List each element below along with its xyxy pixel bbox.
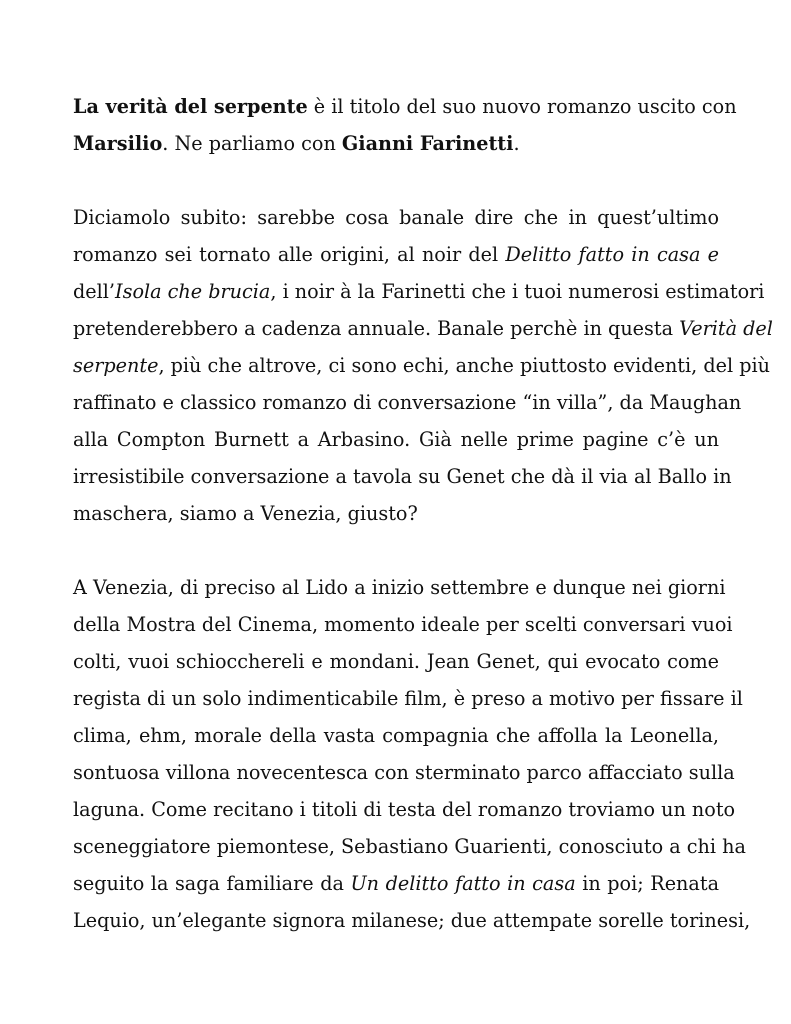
text-line [73, 125, 719, 162]
text-run: in poi; Renata [575, 872, 720, 895]
text-line [73, 643, 719, 680]
text-line [73, 384, 742, 421]
text-run: romanzo sei tornato alle origini, al noir del [73, 243, 506, 266]
text-line [73, 310, 773, 347]
text-run: sontuosa villona novecentesca con sterminato parco affacciato sulla [73, 761, 735, 784]
text-line [73, 495, 719, 532]
text-run: dell’ [73, 280, 116, 303]
italic-text: Delitto fatto in casa e [505, 243, 719, 266]
text-run: della Mostra del Cinema, momento ideale per scelti conversari vuoi [73, 613, 733, 636]
text-line [73, 717, 719, 754]
text-run: irresistibile conversazione a tavola su Genet che dà il via al Ballo in [73, 465, 732, 488]
bold-text: Gianni Farinetti [341, 132, 514, 155]
intro-paragraph [73, 88, 737, 162]
text-run: , i noir à la Farinetti che i tuoi numerosi estimatori [270, 280, 765, 303]
text-line [73, 791, 736, 828]
text-line [73, 88, 737, 125]
text-run: alla Compton Burnett a Arbasino. Già nelle prime pagine c’è un [73, 428, 719, 451]
text-run: pretenderebbero a cadenza annuale. Banale perchè in questa [73, 317, 680, 340]
italic-text: Isola che brucia [115, 280, 271, 303]
text-line [73, 754, 735, 791]
text-line [73, 865, 719, 902]
text-run: è il titolo del suo nuovo romanzo uscito con [307, 95, 737, 118]
text-run: Lequio, un’elegante signora milanese; due attempate sorelle torinesi, [73, 909, 751, 932]
text-line [73, 680, 743, 717]
text-line [73, 828, 746, 865]
text-line [73, 569, 726, 606]
text-line [73, 347, 770, 384]
text-run: sceneggiatore piemontese, Sebastiano Guarienti, conosciuto a chi ha [73, 835, 746, 858]
text-line [73, 421, 719, 458]
text-run: laguna. Come recitano i titoli di testa del romanzo troviamo un noto [73, 798, 736, 821]
bold-text: La verità del serpente [73, 95, 308, 118]
italic-text: Un delitto fatto in casa [350, 872, 576, 895]
text-run: A Venezia, di preciso al Lido a inizio settembre e dunque nei giorni [73, 576, 726, 599]
text-run: Diciamolo subito: sarebbe cosa banale dire che in quest’ultimo [73, 206, 719, 229]
text-line [73, 199, 719, 236]
text-line [73, 902, 751, 939]
italic-text: Verità del [679, 317, 773, 340]
bold-text: Marsilio [73, 132, 163, 155]
question-paragraph [73, 199, 773, 532]
text-line [73, 236, 719, 273]
text-run: . Ne parliamo con [162, 132, 342, 155]
document-page [73, 88, 773, 939]
text-run: . [513, 132, 520, 155]
text-run: colti, vuoi schiocchereli e mondani. Jean Genet, qui evocato come [73, 650, 719, 673]
text-run: regista di un solo indimenticabile film, è preso a motivo per fissare il [73, 687, 743, 710]
text-run: maschera, siamo a Venezia, giusto? [73, 502, 418, 525]
text-line [73, 273, 765, 310]
text-run: raffinato e classico romanzo di conversazione “in villa”, da Maughan [73, 391, 742, 414]
text-run: , più che altrove, ci sono echi, anche piuttosto evidenti, del più [158, 354, 770, 377]
text-run: clima, ehm, morale della vasta compagnia che affolla la Leonella, [73, 724, 719, 747]
italic-text: serpente [73, 354, 159, 377]
text-line [73, 458, 732, 495]
text-line [73, 606, 733, 643]
text-run: seguito la saga familiare da [73, 872, 351, 895]
answer-paragraph [73, 569, 751, 939]
